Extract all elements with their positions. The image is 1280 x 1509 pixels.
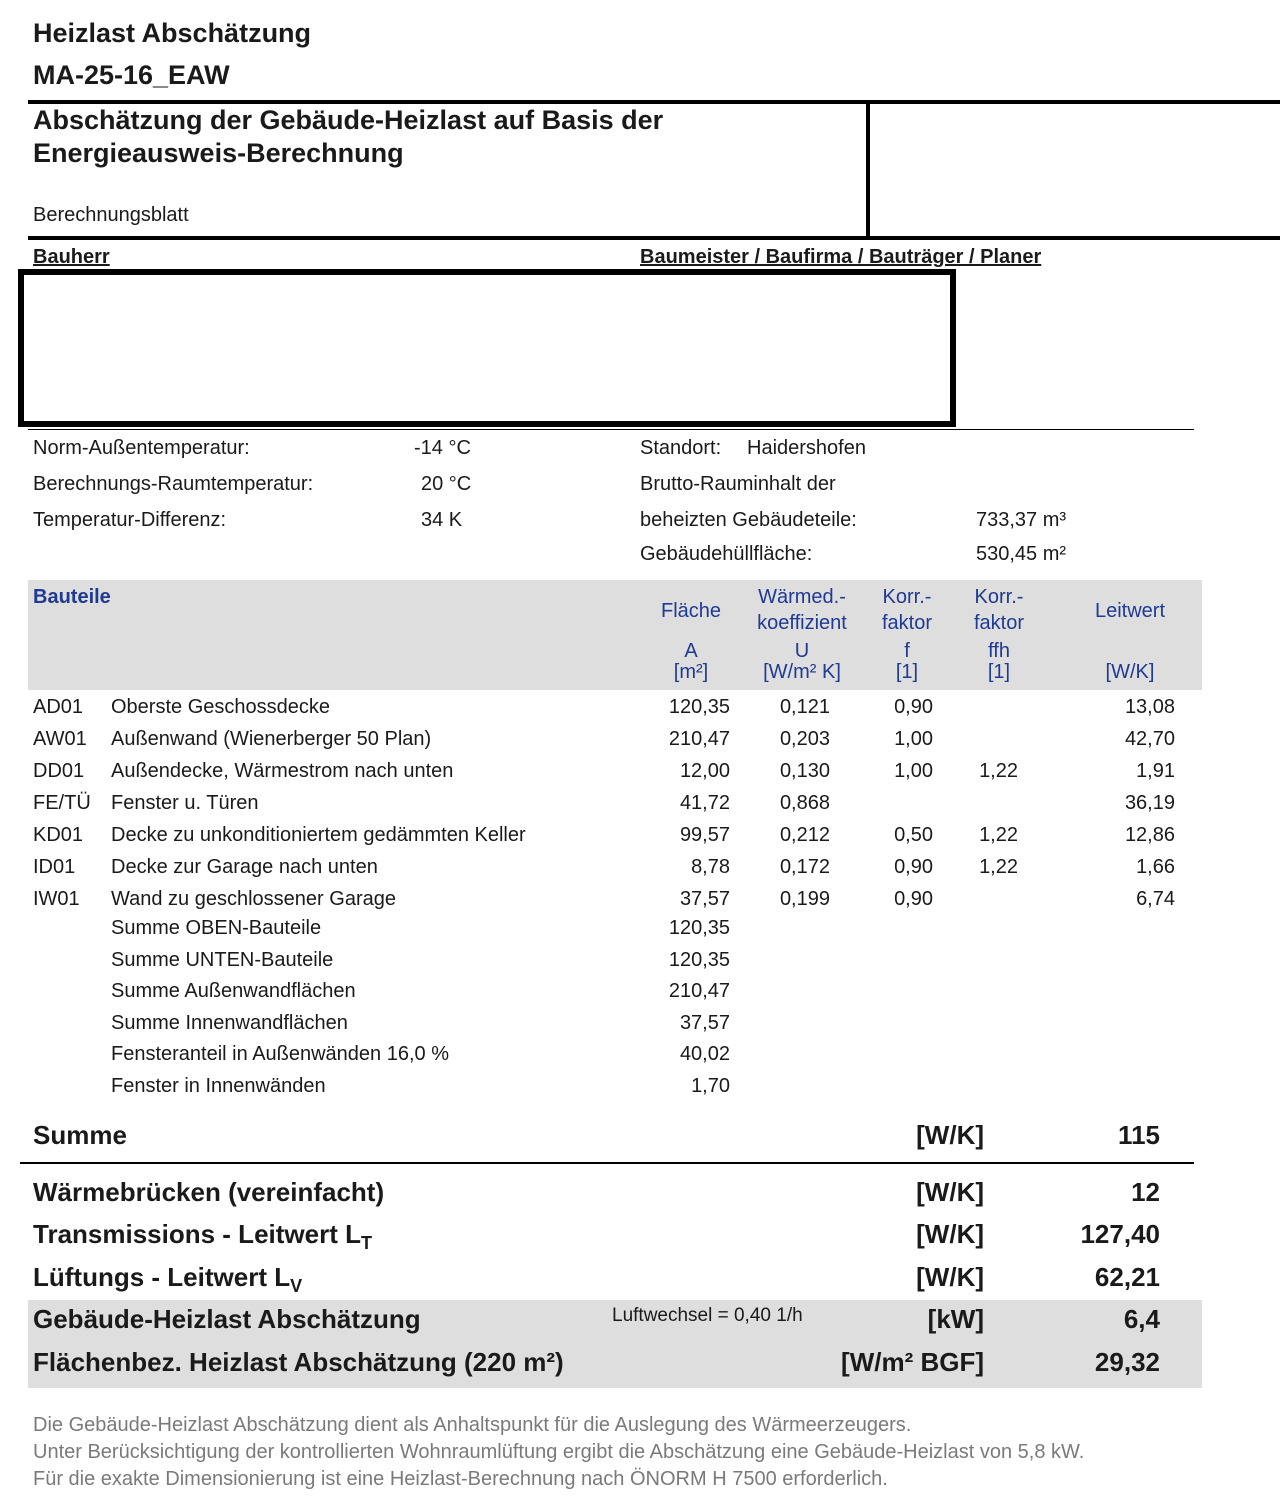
area-heating-load-value: 29,32 xyxy=(1094,1347,1160,1377)
thermal-bridge-label: Wärmebrücken (vereinfacht) xyxy=(33,1177,385,1207)
f-unit: [1] xyxy=(895,661,919,683)
thermal-bridge-unit: [W/K] xyxy=(916,1177,984,1207)
sum-row-name: Fensteranteil in Außenwänden 16,0 % xyxy=(111,1043,449,1066)
footer-line-1: Die Gebäude-Heizlast Abschätzung dient als Anhaltspunkt für die Auslegung des Wärmeerzeugers. xyxy=(33,1414,912,1436)
subtitle-line-1: Abschätzung der Gebäude-Heizlast auf Basis der xyxy=(33,105,664,135)
row-code: FE/TÜ xyxy=(33,792,91,814)
thermal-bridge-value: 12 xyxy=(1131,1177,1160,1207)
row-lw: 1,91 xyxy=(1136,760,1175,782)
row-name: Oberste Geschossdecke xyxy=(111,696,330,718)
temp-diff-value: 34 K xyxy=(421,509,463,531)
row-area: 37,57 xyxy=(679,888,730,910)
row-lw: 1,66 xyxy=(1136,856,1175,878)
row-lw: 36,19 xyxy=(1124,792,1175,814)
row-ffh: 1,22 xyxy=(979,856,1018,878)
builder-label: Baumeister / Baufirma / Bauträger / Planer xyxy=(640,246,1042,268)
ventilation-subscript: V xyxy=(290,1276,303,1297)
row-u: 0,121 xyxy=(779,696,830,718)
row-area: 99,57 xyxy=(679,824,730,846)
room-temp-label: Berechnungs-Raumtemperatur: xyxy=(33,473,314,495)
sum-row-area: 1,70 xyxy=(691,1075,730,1097)
sum-row-name: Fenster in Innenwänden xyxy=(111,1075,326,1097)
air-change-note: Luftwechsel = 0,40 1/h xyxy=(612,1305,803,1326)
sum-unit: [W/K] xyxy=(916,1120,984,1150)
room-temp-value: 20 °C xyxy=(421,473,472,495)
row-name: Decke zur Garage nach unten xyxy=(111,856,378,878)
row-area: 210,47 xyxy=(668,728,730,750)
row-area: 120,35 xyxy=(668,696,730,718)
ventilation-unit: [W/K] xyxy=(916,1262,984,1292)
row-code: AD01 xyxy=(33,696,84,718)
row-f: 1,00 xyxy=(894,760,933,782)
row-code: DD01 xyxy=(33,760,85,782)
row-name: Fenster u. Türen xyxy=(111,792,259,814)
row-area: 41,72 xyxy=(679,792,730,814)
heating-load-value: 6,4 xyxy=(1123,1304,1160,1334)
lw-unit: [W/K] xyxy=(1105,661,1155,683)
row-u: 0,203 xyxy=(779,728,830,750)
volume-label-1: Brutto-Rauminhalt der xyxy=(640,473,836,495)
sum-row-area: 210,47 xyxy=(668,980,730,1003)
row-f: 0,90 xyxy=(894,856,933,878)
sum-value: 115 xyxy=(1118,1120,1160,1150)
project-id: MA-25-16_EAW xyxy=(33,60,230,90)
transmission-subscript: T xyxy=(360,1233,372,1254)
row-code: AW01 xyxy=(33,728,87,750)
envelope-value: 530,45 m² xyxy=(976,543,1067,565)
area-heating-load-unit: [W/m² BGF] xyxy=(841,1347,984,1377)
ventilation-value: 62,21 xyxy=(1094,1262,1160,1292)
area-header: Fläche xyxy=(660,600,722,622)
transmission-unit: [W/K] xyxy=(916,1219,984,1249)
row-name: Wand zu geschlossener Garage xyxy=(111,888,396,910)
subtitle-line-2: Energieausweis-Berechnung xyxy=(33,138,404,168)
row-area: 12,00 xyxy=(679,760,730,782)
sum-row-area: 120,35 xyxy=(668,948,730,971)
transmission-label-text: Transmissions - Leitwert L xyxy=(33,1219,361,1249)
sum-row-area: 40,02 xyxy=(679,1043,730,1066)
area-heating-load-label: Flächenbez. Heizlast Abschätzung (220 m²) xyxy=(33,1347,564,1377)
top-border xyxy=(28,100,1280,104)
row-u: 0,212 xyxy=(779,824,830,846)
row-lw: 42,70 xyxy=(1124,728,1175,750)
f-header-2: faktor xyxy=(881,612,933,634)
outdoor-temp-label: Norm-Außentemperatur: xyxy=(33,437,250,459)
ffh-header-1: Korr.- xyxy=(974,586,1024,608)
temp-diff-label: Temperatur-Differenz: xyxy=(33,509,227,531)
u-header-1: Wärmed.- xyxy=(758,586,846,608)
row-name: Außendecke, Wärmestrom nach unten xyxy=(111,760,454,782)
u-symbol: U xyxy=(794,640,810,662)
parties-divider xyxy=(28,429,1194,430)
row-lw: 13,08 xyxy=(1124,696,1175,718)
owner-label: Bauherr xyxy=(33,246,110,268)
transmission-label xyxy=(33,1219,372,1254)
ventilation-label-text: Lüftungs - Leitwert L xyxy=(33,1262,291,1292)
sum-row-name: Summe Innenwandflächen xyxy=(111,1011,348,1034)
document-title: Heizlast Abschätzung xyxy=(33,18,312,48)
area-symbol: A xyxy=(684,640,698,662)
heating-load-label: Gebäude-Heizlast Abschätzung xyxy=(33,1304,421,1334)
location-label: Standort: xyxy=(640,437,722,459)
row-f: 0,90 xyxy=(894,888,933,910)
row-u: 0,868 xyxy=(779,792,830,814)
header-bottom-border xyxy=(28,236,1280,240)
volume-value: 733,37 m³ xyxy=(976,509,1067,531)
row-area: 8,78 xyxy=(691,856,730,878)
footer-line-3: Für die exakte Dimensionierung ist eine Heizlast-Berechnung nach ÖNORM H 7500 erforderlich. xyxy=(33,1468,888,1490)
sum-row-area: 37,57 xyxy=(679,1011,730,1034)
sum-label: Summe xyxy=(33,1120,127,1150)
location-value: Haidershofen xyxy=(747,437,866,459)
sum-row-name: Summe UNTEN-Bauteile xyxy=(111,948,334,971)
row-u: 0,130 xyxy=(779,760,830,782)
f-header-1: Korr.- xyxy=(882,586,932,608)
row-u: 0,199 xyxy=(779,888,830,910)
sum-row-name: Summe Außenwandflächen xyxy=(111,980,356,1003)
volume-label-2: beheizten Gebäudeteile: xyxy=(640,509,857,531)
header-divider xyxy=(866,100,870,238)
row-code: IW01 xyxy=(33,888,80,910)
row-code: KD01 xyxy=(33,824,84,846)
row-f: 0,50 xyxy=(894,824,933,846)
u-header-2: koeffizient xyxy=(757,612,847,634)
row-f: 0,90 xyxy=(894,696,933,718)
sum-divider xyxy=(20,1162,1194,1164)
sheet-label: Berechnungsblatt xyxy=(33,204,189,226)
lw-header: Leitwert xyxy=(1094,600,1166,622)
sum-row-area: 120,35 xyxy=(668,917,730,939)
ffh-symbol: ffh xyxy=(988,640,1010,662)
envelope-label: Gebäudehüllfläche: xyxy=(640,543,813,565)
row-code: ID01 xyxy=(33,856,76,878)
transmission-value: 127,40 xyxy=(1080,1219,1160,1249)
outdoor-temp-value: -14 °C xyxy=(414,437,471,459)
sum-row-name: Summe OBEN-Bauteile xyxy=(111,917,322,939)
row-u: 0,172 xyxy=(779,856,830,878)
heating-load-unit: [kW] xyxy=(927,1304,984,1334)
row-ffh: 1,22 xyxy=(979,824,1018,846)
footer-line-2: Unter Berücksichtigung der kontrollierten Wohnraumlüftung ergibt die Abschätzung eine Gebäude-Heizlast von 5,8 kW. xyxy=(33,1441,1085,1463)
components-header: Bauteile xyxy=(33,586,111,608)
row-ffh: 1,22 xyxy=(979,760,1018,782)
row-name: Außenwand (Wienerberger 50 Plan) xyxy=(111,728,432,750)
ffh-unit: [1] xyxy=(987,661,1011,683)
area-unit: [m²] xyxy=(673,661,709,683)
row-f: 1,00 xyxy=(894,728,933,750)
row-name: Decke zu unkonditioniertem gedämmten Keller xyxy=(111,824,526,846)
ventilation-label xyxy=(33,1262,302,1297)
ffh-header-2: faktor xyxy=(973,612,1025,634)
row-lw: 12,86 xyxy=(1124,824,1175,846)
u-unit: [W/m² K] xyxy=(763,661,841,683)
owner-address-box xyxy=(18,269,956,427)
row-lw: 6,74 xyxy=(1136,888,1175,910)
f-symbol: f xyxy=(904,640,910,662)
